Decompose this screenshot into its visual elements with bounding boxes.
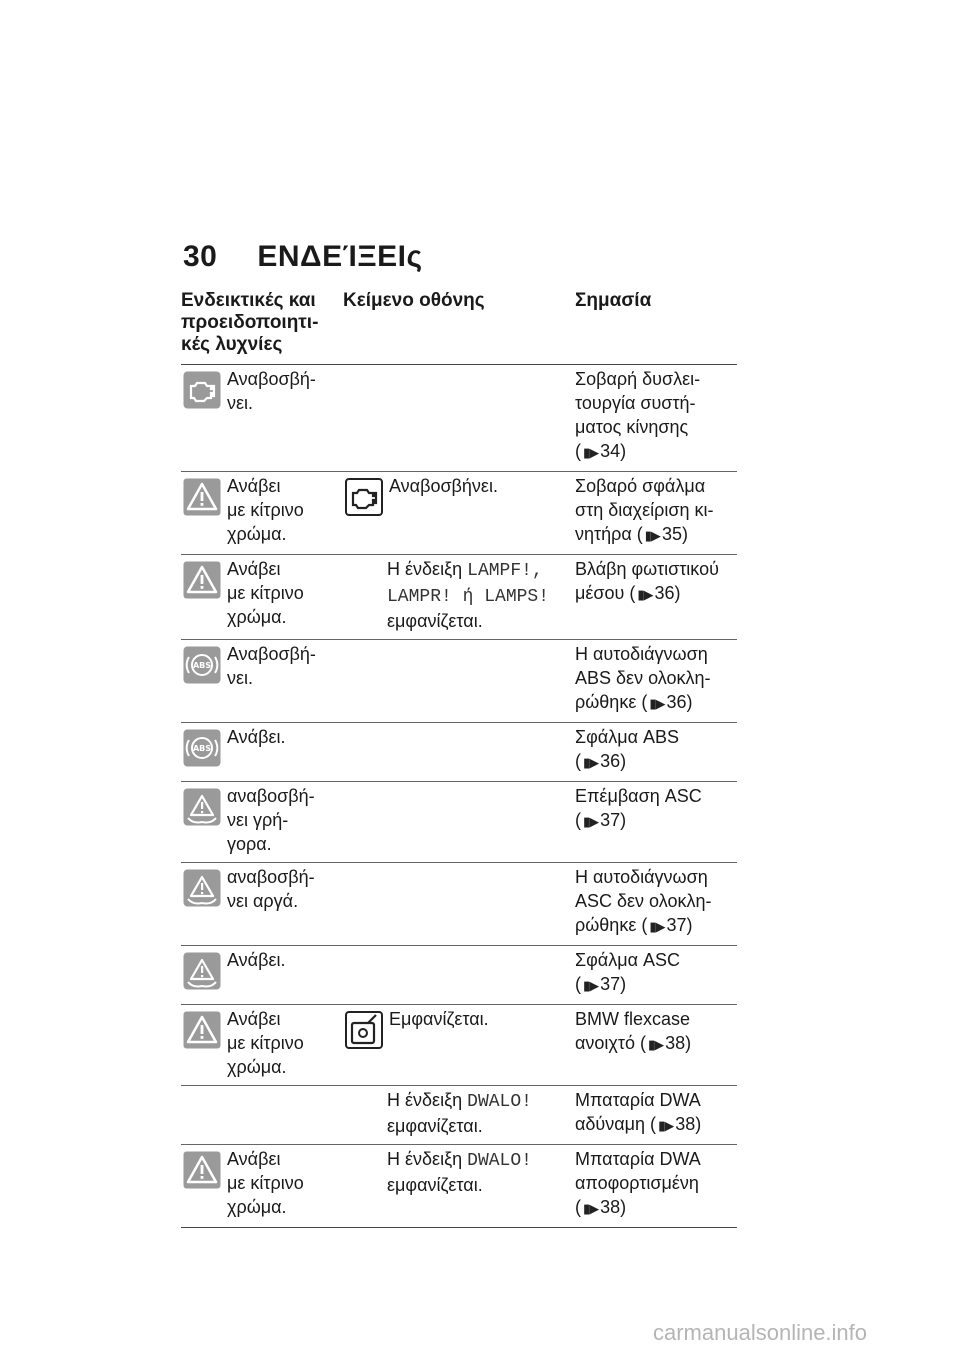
indicator-cell (181, 948, 343, 998)
indicator-cell (181, 1088, 343, 1138)
indicator-table (181, 290, 737, 1228)
warning-triangle-icon (183, 1151, 221, 1189)
indicator-text: αναβοσβή- νει αργά. (227, 867, 315, 911)
display-text (389, 474, 498, 548)
engine-warning-icon (183, 371, 221, 409)
page-reference[interactable]: 37) (600, 810, 627, 830)
svg-text:ABS: ABS (192, 661, 212, 670)
page-ref-arrow-icon: ▮▶ (649, 919, 665, 934)
meaning-text: Η αυτοδιάγνωση ASC δεν ολοκλη- ρώθηκε ( (575, 867, 712, 935)
display-text-tail: εμφανίζεται. (387, 1116, 483, 1136)
indicator-text: Αναβοσβή- νει. (227, 644, 316, 688)
section-title: ΕΝΔΕΊΞΕΙς (257, 240, 423, 273)
meaning-text: Σφάλμα ABS ( (575, 727, 680, 771)
meaning-cell (575, 367, 737, 465)
page-ref-arrow-icon: ▮▶ (583, 978, 599, 993)
display-text-cell (343, 557, 575, 633)
table-row (181, 555, 737, 640)
indicator-cell (181, 557, 343, 633)
indicator-cell (181, 367, 343, 465)
page-reference[interactable]: 34) (600, 441, 627, 461)
table-row (181, 946, 737, 1005)
page-ref-arrow-icon: ▮▶ (583, 445, 599, 460)
indicator-text: αναβοσβή- νει γρή- γορα. (227, 786, 315, 854)
page-ref-arrow-icon: ▮▶ (583, 1201, 599, 1216)
display-text (389, 1007, 489, 1079)
meaning-cell (575, 1007, 737, 1079)
page-reference[interactable]: 38) (675, 1114, 702, 1134)
page-reference[interactable]: 37) (600, 974, 627, 994)
indicator-text: Ανάβει με κίτρινο χρώμα. (227, 1009, 304, 1077)
meaning-text: Βλάβη φωτιστικού μέσου ( (575, 559, 719, 603)
indicator-text: Αναβοσβή- νει. (227, 369, 316, 413)
display-text-cell (343, 642, 575, 716)
meaning-text: Επέμβαση ASC ( (575, 786, 702, 830)
meaning-text: Μπαταρία DWA αποφορτισμένη ( (575, 1149, 701, 1217)
page-ref-arrow-icon: ▮▶ (583, 755, 599, 770)
display-text-lead: Η ένδειξη (387, 559, 468, 579)
page-reference[interactable]: 35) (661, 524, 688, 544)
icon-spacer (343, 367, 387, 465)
page-title (183, 240, 423, 274)
abs-icon (183, 646, 221, 684)
indicator-cell (181, 1147, 343, 1221)
display-text-cell (343, 784, 575, 856)
indicator-text: Ανάβει. (227, 727, 286, 747)
warning-triangle-icon (183, 478, 221, 516)
display-text-tail: εμφανίζεται. (387, 1175, 483, 1195)
display-text (387, 557, 549, 633)
watermark-text: carmanualsonline.info (653, 1320, 868, 1345)
page-ref-arrow-icon: ▮▶ (647, 1037, 664, 1052)
icon-spacer (343, 642, 387, 716)
header-meaning: Σημασία (575, 290, 652, 311)
table-row (181, 472, 737, 555)
warning-triangle-icon (183, 1011, 221, 1049)
icon-spacer (343, 865, 387, 939)
indicator-text: Ανάβει. (227, 950, 286, 970)
asc-icon (183, 788, 221, 826)
display-text-cell (343, 1147, 575, 1221)
table-row (181, 1005, 737, 1086)
indicator-text: Ανάβει με κίτρινο χρώμα. (227, 1149, 304, 1217)
display-text-cell (343, 367, 575, 465)
table-body (181, 365, 737, 1228)
page-ref-arrow-icon: ▮▶ (637, 587, 653, 602)
display-text-cell (343, 948, 575, 998)
meaning-cell (575, 725, 737, 775)
table-row (181, 640, 737, 723)
display-text-cell (343, 865, 575, 939)
warning-triangle-icon (183, 561, 221, 599)
icon-spacer (343, 948, 387, 998)
table-row (181, 863, 737, 946)
icon-spacer (343, 557, 387, 633)
table-row (181, 782, 737, 863)
page-ref-arrow-icon: ▮▶ (644, 528, 660, 543)
table-row (181, 1086, 737, 1145)
header-indicators: Ενδεικτικές και προειδοποιητι- κές λυχνίες (181, 290, 319, 355)
meaning-cell (575, 557, 737, 633)
meaning-text: Η αυτοδιάγνωση ABS δεν ολοκλη- ρώθηκε ( (575, 644, 711, 712)
display-code: DWALO! (467, 1151, 532, 1171)
asc-icon (183, 869, 221, 907)
indicator-cell (181, 642, 343, 716)
meaning-cell (575, 865, 737, 939)
table-row (181, 365, 737, 472)
display-text-cell (343, 725, 575, 775)
flexcase-icon (345, 1011, 383, 1049)
table-row (181, 1145, 737, 1228)
display-text-lead: Αναβοσβήνει. (389, 476, 498, 496)
indicator-text: Ανάβει με κίτρινο χρώμα. (227, 476, 304, 544)
icon-spacer (343, 1088, 387, 1138)
table-header (181, 290, 737, 365)
page-number: 30 (183, 240, 218, 273)
display-text-cell (343, 1007, 575, 1079)
indicator-text: Ανάβει με κίτρινο χρώμα. (227, 559, 304, 627)
display-code: LAMPF!, LAMPR! ή LAMPS! (387, 561, 550, 607)
indicator-cell (181, 725, 343, 775)
asc-icon (183, 952, 221, 990)
meaning-text: Σφάλμα ASC ( (575, 950, 680, 994)
meaning-cell (575, 1147, 737, 1221)
page-ref-arrow-icon: ▮▶ (649, 696, 665, 711)
meaning-text: Σοβαρή δυσλει- τουργία συστή- ματος κίνησης ( (575, 369, 701, 461)
meaning-cell (575, 642, 737, 716)
page-reference[interactable]: 36) (666, 692, 693, 712)
icon-spacer (343, 1147, 387, 1221)
meaning-cell (575, 948, 737, 998)
indicator-cell (181, 1007, 343, 1079)
page-ref-arrow-icon: ▮▶ (583, 814, 599, 829)
icon-spacer (343, 725, 387, 775)
page-reference[interactable]: 37) (666, 915, 693, 935)
indicator-cell (181, 865, 343, 939)
page-reference[interactable]: 38) (665, 1033, 692, 1053)
svg-text:ABS: ABS (192, 744, 212, 753)
display-text-lead: Η ένδειξη (387, 1149, 468, 1169)
display-text-lead: Η ένδειξη (387, 1090, 468, 1110)
meaning-cell (575, 1088, 737, 1138)
indicator-cell (181, 474, 343, 548)
page-reference[interactable]: 36) (600, 751, 627, 771)
meaning-text: BMW flexcase ανοιχτό ( (575, 1009, 691, 1053)
header-display-text: Κείμενο οθόνης (343, 290, 485, 311)
meaning-cell (575, 784, 737, 856)
icon-spacer (181, 1088, 225, 1138)
icon-spacer (343, 784, 387, 856)
display-text-lead: Εμφανίζεται. (389, 1009, 489, 1029)
abs-icon (183, 729, 221, 767)
display-text-cell (343, 1088, 575, 1138)
display-code: DWALO! (467, 1092, 532, 1112)
display-text-tail: εμφανίζεται. (387, 611, 483, 631)
meaning-text: Σοβαρό σφάλμα στη διαχείριση κι- νητήρα ( (575, 476, 714, 544)
display-text (387, 1147, 532, 1221)
engine-warning-icon (345, 478, 383, 516)
meaning-text: Μπαταρία DWA αδύναμη ( (575, 1090, 701, 1134)
page-ref-arrow-icon: ▮▶ (658, 1118, 674, 1133)
page-reference[interactable]: 36) (654, 583, 681, 603)
page-reference[interactable]: 38) (600, 1197, 627, 1217)
indicator-cell (181, 784, 343, 856)
display-text (387, 1088, 532, 1138)
table-row (181, 723, 737, 782)
meaning-cell (575, 474, 737, 548)
display-text-cell (343, 474, 575, 548)
